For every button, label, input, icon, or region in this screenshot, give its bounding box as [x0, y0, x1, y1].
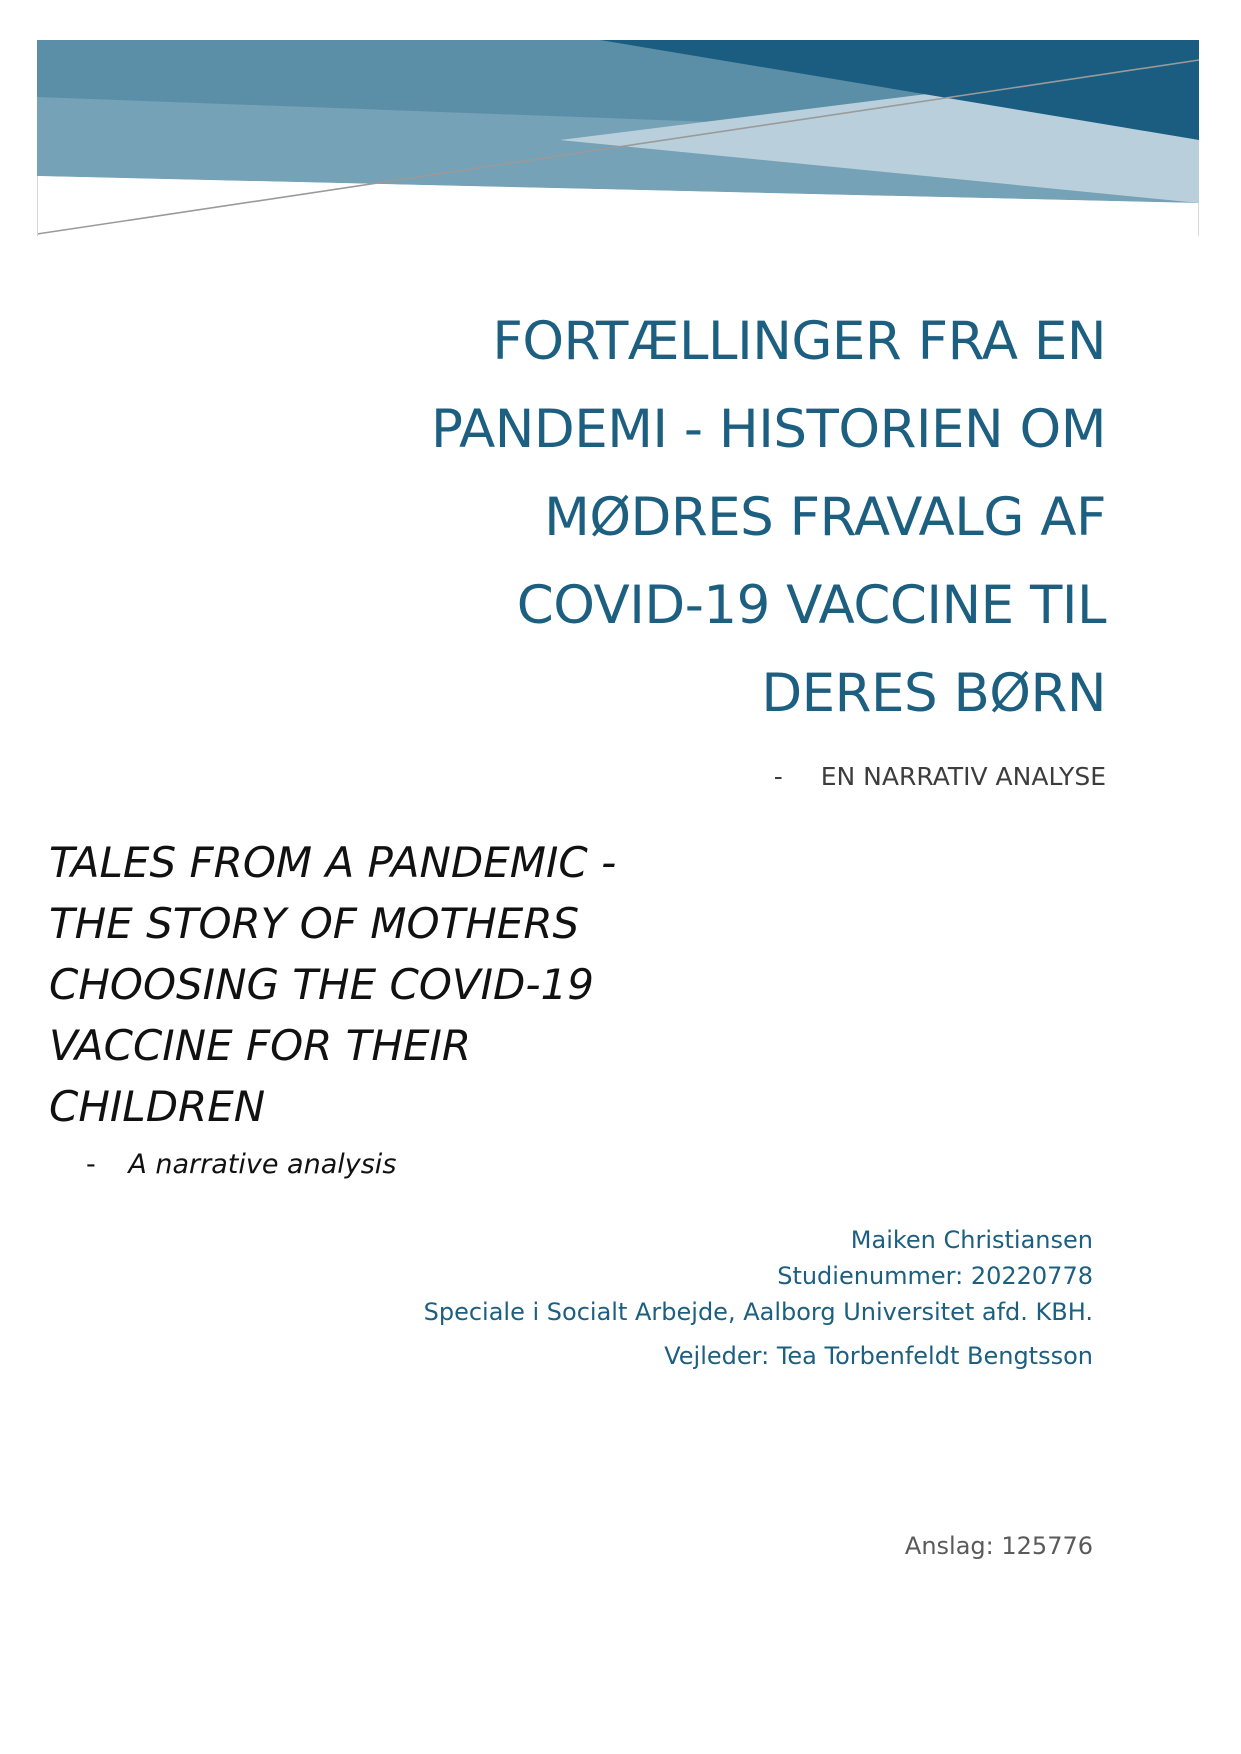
danish-title-line: MØDRES FRAVALG AF	[544, 487, 1106, 548]
character-count: Anslag: 125776	[904, 1532, 1093, 1560]
english-title-line: CHOOSING THE COVID-19	[49, 960, 594, 1009]
danish-subtitle-dash: -	[773, 762, 783, 791]
student-number: Studienummer: 20220778	[777, 1262, 1093, 1290]
author-info	[424, 1222, 1093, 1374]
english-title-line: THE STORY OF MOTHERS	[49, 899, 580, 948]
danish-title-line: FORTÆLLINGER FRA EN	[492, 311, 1106, 372]
header-banner	[0, 0, 1241, 260]
english-title-line: VACCINE FOR THEIR	[49, 1021, 472, 1070]
danish-title-line: DERES BØRN	[761, 663, 1106, 724]
danish-title-line: COVID-19 VACCINE TIL	[516, 575, 1106, 636]
english-title-line: CHILDREN	[49, 1082, 266, 1131]
danish-title	[286, 298, 1106, 738]
danish-subtitle-text: EN NARRATIV ANALYSE	[820, 762, 1106, 791]
english-subtitle-dash: -	[86, 1149, 96, 1180]
english-subtitle	[86, 1149, 396, 1180]
danish-title-line: PANDEMI - HISTORIEN OM	[430, 399, 1106, 460]
english-subtitle-text: A narrative analysis	[128, 1149, 397, 1180]
program-info: Speciale i Socialt Arbejde, Aalborg Universitet afd. KBH.	[423, 1298, 1093, 1326]
author-name: Maiken Christiansen	[850, 1226, 1093, 1254]
supervisor-info: Vejleder: Tea Torbenfeldt Bengtsson	[664, 1342, 1093, 1370]
danish-subtitle	[774, 762, 1106, 791]
english-title-line: TALES FROM A PANDEMIC -	[49, 838, 617, 887]
english-title	[49, 832, 689, 1137]
